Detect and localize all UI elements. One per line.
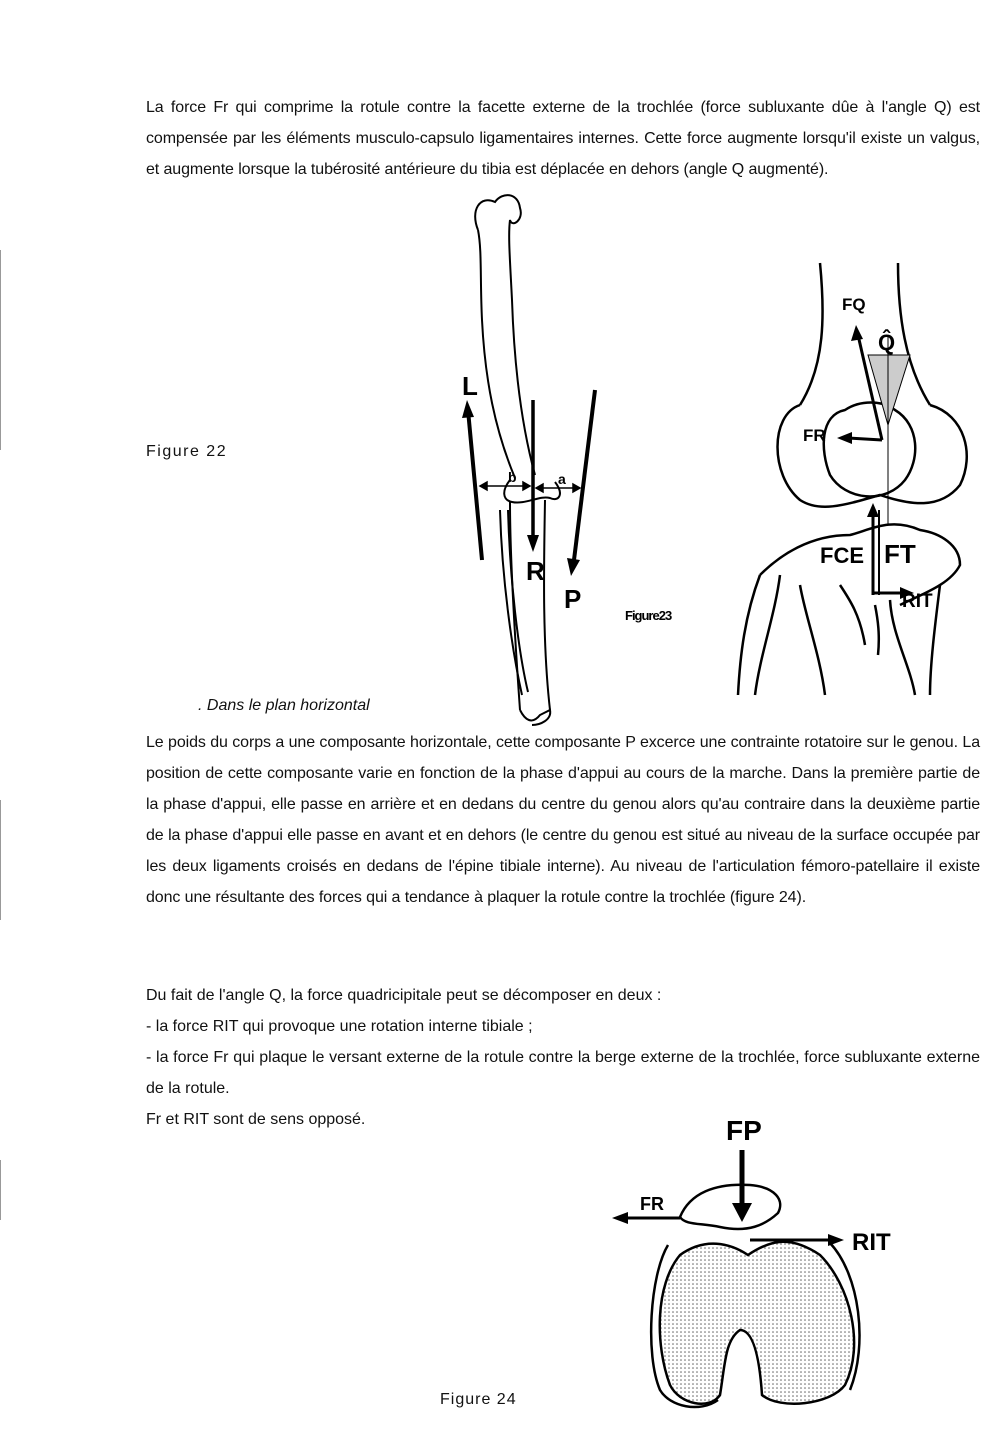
label-P: P xyxy=(564,584,582,614)
tibia-inner-right xyxy=(890,600,915,695)
label-FR-24: FR xyxy=(640,1194,664,1214)
list-item-rit: - la force RIT qui provoque une rotation interne tibiale ; xyxy=(146,1018,533,1035)
tubercle xyxy=(840,585,879,655)
ankle-outline xyxy=(520,710,550,725)
label-b: b xyxy=(508,469,517,485)
figure-23-diagram xyxy=(620,255,980,705)
label-L: L xyxy=(462,371,478,401)
figure-23-caption: Figure23 xyxy=(625,608,672,623)
patella-shape xyxy=(680,1185,780,1229)
figure-22-diagram xyxy=(440,180,640,740)
trochlea-shape xyxy=(660,1242,854,1404)
label-FT: FT xyxy=(884,539,916,569)
label-FQ: FQ xyxy=(842,295,866,314)
label-Q-angle: Q̂ xyxy=(878,330,896,355)
paragraph-intro: La force Fr qui comprime la rotule contre la facette externe de la trochlée (force subluxante dûe à l'angle Q) est compensée par les éléments musculo-capsulo ligamentaires internes. Cette force augmente lorsqu'il existe un valgus, et augmente lorsque la tubérosité antérieure du tibia est déplacée en dehors (angle Q augmenté). xyxy=(146,99,980,178)
femur-right-edge xyxy=(898,263,930,405)
label-FP: FP xyxy=(726,1115,762,1146)
figure-22-caption: Figure 22 xyxy=(146,443,228,460)
label-RIT-24: RIT xyxy=(852,1229,891,1256)
label-a: a xyxy=(558,471,566,487)
label-FCE: FCE xyxy=(820,543,864,568)
paragraph-q-angle: Du fait de l'angle Q, la force quadricipitale peut se décomposer en deux : xyxy=(146,987,662,1004)
femoral-condyles xyxy=(778,405,967,507)
subheading-horizontal-plane: . Dans le plan horizontal xyxy=(198,697,370,714)
label-FR: FR xyxy=(803,426,826,445)
label-R: R xyxy=(526,556,545,586)
figure-24-caption: Figure 24 xyxy=(440,1391,517,1408)
tibia-left-shaft xyxy=(755,575,780,695)
patella-outline xyxy=(824,403,915,497)
force-arrow-FT xyxy=(867,503,879,595)
q-angle-wedge xyxy=(868,355,910,425)
scan-edge xyxy=(0,800,1,920)
force-arrow-FR xyxy=(837,432,882,444)
paragraph-horizontal-plane: Le poids du corps a une composante horizontale, cette composante P excerce une contrainte rotatoire sur le genou. La position de cette composante varie en fonction de la phase d'appui au cours de la marche. Dans la première partie de la phase d'appui, elle passe en arrière et en dedans du centre du genou alors qu'au contraire dans la deuxième partie de la phase d'appui elle passe en avant et en dehors (le centre du genou est situé au niveau de la surface occupée par les deux ligaments croisés en dedans de l'épine tibiale interne). Au niveau de l'articulation fémoro-patellaire il existe donc une résultante des forces qui a tendance à plaquer la rotule contre la trochlée (figure 24). xyxy=(146,734,980,906)
force-arrow-P xyxy=(567,390,595,576)
force-arrow-L xyxy=(462,400,482,560)
tibia-inner-left xyxy=(800,585,825,695)
femur-outline xyxy=(475,195,535,475)
tibia-outline-2 xyxy=(544,500,550,710)
femur-left-edge xyxy=(800,263,823,405)
force-decomposition-block xyxy=(146,980,980,1135)
force-arrow-R xyxy=(527,400,539,552)
list-item-fr: - la force Fr qui plaque le versant externe de la rotule contre la berge externe de la trochlée, force subluxante externe de la rotule. xyxy=(146,1049,980,1097)
figure-24-diagram xyxy=(600,1115,900,1415)
scan-edge xyxy=(0,1160,1,1220)
scan-edge xyxy=(0,250,1,450)
label-RIT: RIT xyxy=(902,591,933,612)
paragraph-opposite-direction: Fr et RIT sont de sens opposé. xyxy=(146,1111,366,1128)
